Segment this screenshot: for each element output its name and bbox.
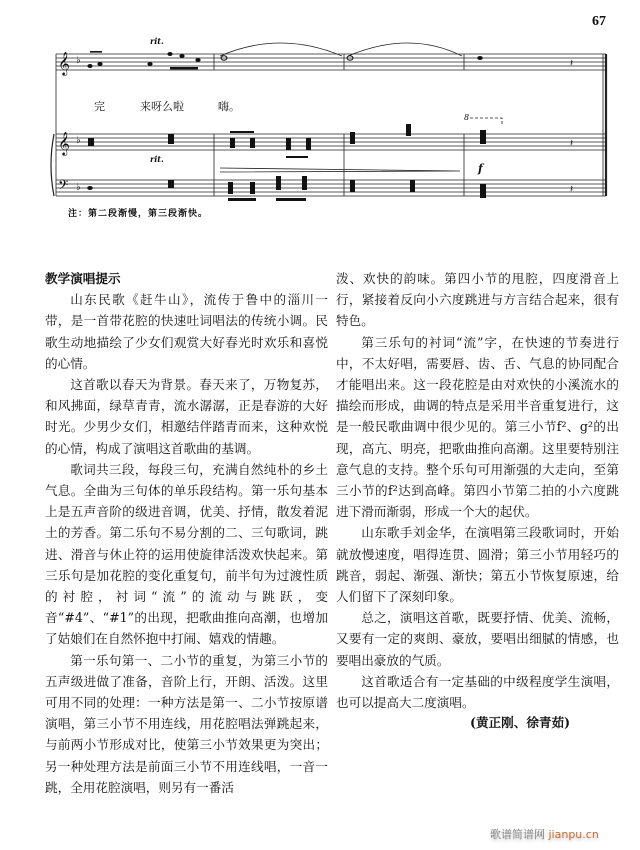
score-footnote: 注：第二段渐慢，第三段渐快。 (68, 209, 209, 219)
paragraph: 山东民歌《赶牛山》，流传于鲁中的淄川一带，是一首带花腔的快速吐词唱法的传统小调。民歌生动地描绘了少女们观赏大好春光时欢乐和喜悦的心情。 (45, 292, 328, 371)
svg-text:𝄢: 𝄢 (58, 177, 69, 196)
svg-text:♭: ♭ (76, 55, 81, 66)
section-heading: 教学演唱提示 (45, 271, 121, 286)
svg-text:f: f (478, 162, 483, 175)
paragraph: 这首歌以春天为背景。春天来了，万物复苏，和风拂面，绿草青青，流水潺潺，正是春游的大好时光。少男少女们，相邀结伴踏青而来，这种欢悦的心情，构成了演唱这首歌曲的基调。 (45, 377, 328, 456)
music-score (50, 30, 610, 205)
paragraph: 山东歌手刘金华，在演唱第三段歌词时，开始就放慢速度，唱得连贯、圆滑；第三小节用轻巧的跳音，弱起、渐强、渐快；第五小节恢复原速，给人们留下了深刻印象。 (336, 525, 619, 605)
author-credit: (黄正刚、徐青茹) (470, 715, 571, 730)
article-right-column (336, 268, 619, 713)
lyric-word: 完 (94, 100, 105, 113)
svg-text:♭: ♭ (76, 135, 81, 146)
staff-notation-graphic (50, 30, 610, 205)
svg-text:♭: ♭ (76, 182, 81, 193)
svg-text:𝄽: 𝄽 (570, 184, 574, 195)
lyric-word: 来呀么啦 (140, 100, 184, 113)
page-number: 67 (592, 14, 606, 29)
watermark (490, 826, 599, 842)
svg-text:𝄞: 𝄞 (58, 51, 70, 75)
paragraph: 第三乐句的衬词“流”字，在快速的节奏进行中，不太好唱，需要唇、齿、舌、气息的协同配合才能唱出来。这一段花腔是由对欢快的小溪流水的描绘而形成，曲调的特点是采用半音重复进行，这是一般民歌曲调中很少见的。第三小节f²、g²的出现，高亢、明亮，把歌曲推向高潮。这里要特别注意气息的支持。整个乐句可用渐强的大走向，至第三小节的f²达到高峰。第四小节第二拍的小六度跳进下滑而渐弱，形成一个大的起伏。 (336, 334, 619, 520)
paragraph: 总之，演唱这首歌，既要抒情、优美、流畅，又要有一定的爽朗、豪放，要唱出细腻的情感，也要唱出豪放的气质。 (336, 610, 619, 668)
watermark-site-name: 歌谱简谱网 (490, 828, 545, 841)
svg-text:8: 8 (464, 113, 470, 122)
svg-text:𝄽: 𝄽 (570, 58, 574, 69)
watermark-domain: jianpu.cn (548, 828, 599, 841)
svg-text:𝄞: 𝄞 (58, 131, 70, 155)
paragraph: 泼、欢快的韵味。第四小节的甩腔，四度滑音上行，紧接着反向小六度跳进与方言结合起来，很有特色。 (336, 271, 619, 329)
paragraph: 第一乐句第一、二小节的重复，为第三小节的五声级进做了准备，音阶上行，开朗、活泼。这里可用不同的处理：一种方法是第一、二小节按原谱演唱，第三小节不用连线，用花腔唱法弹跳起来，与前两小节形成对比，使第三小节效果更为突出；另一种处理方法是前面三小节不用连线唱，一音一跳，全用花腔演唱，则另有一番活 (45, 652, 328, 795)
paragraph: 这首歌适合有一定基础的中级程度学生演唱，也可以提高大二度演唱。 (336, 673, 619, 711)
svg-text:rit.: rit. (150, 36, 164, 46)
article-left-column (45, 268, 328, 798)
paragraph: 歌词共三段，每段三句，充满自然纯朴的乡土气息。全曲为三句体的单乐段结构。第一乐句基本上是五声音阶的级进音调，优美、抒情，散发着泥土的芳香。第二乐句不易分割的二、三句歌词，跳进、滑音与休止符的运用使旋律活泼欢快起来。第三乐句是加花腔的变化重复句，前半句为过渡性质的衬腔，衬词“流”的流动与跳跃，变音“#4”、“#1”的出现，把歌曲推向高潮，也增加了姑娘们在自然怀抱中打闹、嬉戏的情趣。 (45, 461, 328, 647)
lyric-word: 嗨。 (218, 100, 240, 113)
svg-text:𝄽: 𝄽 (570, 138, 574, 149)
svg-text:rit.: rit. (150, 154, 164, 164)
